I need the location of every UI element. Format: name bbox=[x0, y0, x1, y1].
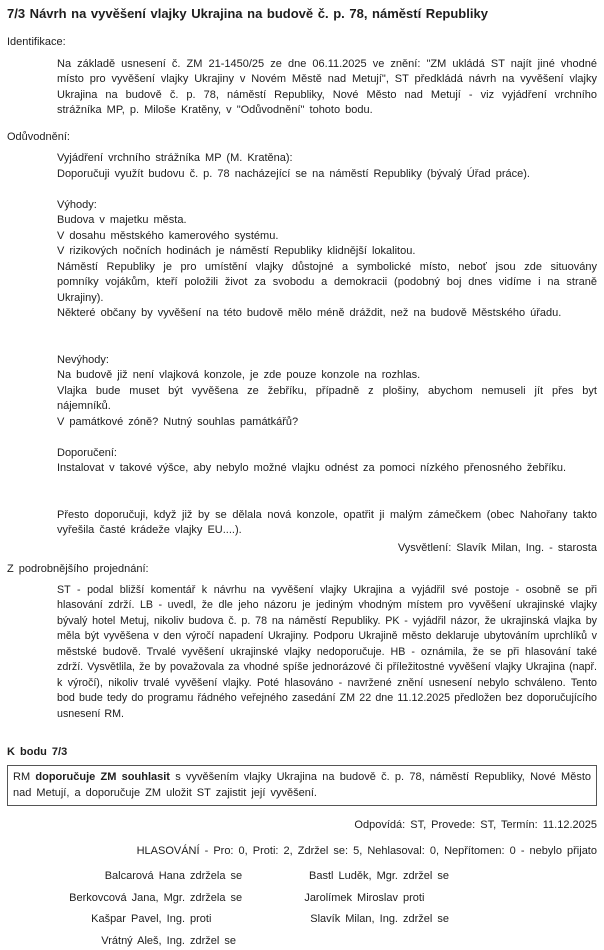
resolution-text-post: s vyvěšením vlajky Ukrajina na budově č. p. 78, náměstí Republiky, Nové Město nad Metují, a doporučuje ZM uložit ST zajistit její vyvěšení. bbox=[13, 771, 591, 799]
vyhody-item: Některé občany by vyvěšení na této budově mělo méně dráždit, než na budově Městského úřadu. bbox=[57, 307, 562, 319]
responsibility-line: Odpovídá: ST, Provede: ST, Termín: 11.12.2025 bbox=[354, 819, 597, 831]
voter-vote: zdržel se bbox=[190, 934, 237, 947]
document-title: 7/3 Návrh na vyvěšení vlajky Ukrajina na budově č. p. 78, náměstí Republiky bbox=[7, 6, 488, 21]
resolution-text-bold: doporučuje ZM souhlasit bbox=[35, 771, 170, 783]
oduvodneni-body bbox=[57, 151, 597, 539]
nevyhody-item: Vlajka bude muset být vyvěšena ze žebříku, případně z plošiny, abychom nemuseli jít přes byt nájemníků. bbox=[57, 384, 597, 412]
voter-name: Berkovcová Jana, Mgr. bbox=[69, 891, 185, 904]
vyhody-item: V dosahu městského kamerového systému. bbox=[57, 229, 279, 242]
presto-paragraph: Přesto doporučuji, když již by se dělala nová konzole, opatřit ji malým zámečkem (obec Nahořany takto vyřešila časté krádeže vlajky EU....). bbox=[57, 508, 597, 536]
voter-vote: zdržela se bbox=[190, 870, 243, 882]
vyjadreni-text: Doporučuji využít budovu č. p. 78 nacházející se na náměstí Republiky (bývalý Úřad práce). bbox=[57, 167, 530, 180]
projednani-paragraph: ST - podal bližší komentář k návrhu na vyvěšení vlajky Ukrajina a vyjádřil své postoje - osobně se při hlasování zdrží. LB - uvedl, že dle jeho názoru je jediným vhodným místem pro vyvěšení ukrajinské vlajky bývalý hotel Metuj, nikoliv budova č. p. 78 na náměstí Republiky. PK - vyjádřil názor, že ukrajinská vlajka by měla být vyvěšena v den výročí napadení Ukrajiny. Podporu Ukrajině město deklaruje ubytováním uprchlíků v městské budově. Trvalé vyvěšení ukrajinské vlajky nedoporučuje. HB - oznámila, že se při hlasování také zdrží. Vysvětlila, že by považovala za vhodné spíše jednorázové či příležitostné vyvěšení vlajky Ukrajina (např. k výročí), nikoliv trvalé vyvěšení vlajky. Poté hlasováno - navržené znění usnesení nebylo schváleno. Tento bod bude tedy do programu řádného veřejného zasedání ZM 22 dne 11.12.2025 předložen bez doporučujícího usnesení RM. bbox=[57, 583, 597, 720]
voter-vote: zdržel se bbox=[403, 870, 450, 882]
vyjadreni-block bbox=[57, 151, 597, 182]
vyhody-label: Výhody: bbox=[57, 198, 97, 211]
voter-name bbox=[301, 931, 398, 950]
doporuceni-text: Instalovat v takové výšce, aby nebylo možné vlajku odnést za pomoci nízkého přenosného žebříku. bbox=[57, 462, 567, 474]
vote-row bbox=[7, 931, 597, 950]
voter-vote bbox=[403, 931, 597, 950]
voter-vote: zdržela se bbox=[190, 891, 243, 904]
voter-name: Slavík Milan, Ing. bbox=[310, 913, 398, 925]
resolution-text-pre: RM bbox=[13, 771, 36, 783]
vysvetleni-line: Vysvětlení: Slavík Milan, Ing. - starosta bbox=[397, 541, 597, 554]
section-label-oduvodneni: Odůvodnění: bbox=[7, 130, 70, 143]
voter-name: Jarolímek Miroslav bbox=[304, 891, 398, 904]
nevyhody-label: Nevýhody: bbox=[57, 353, 109, 366]
voter-name: Vrátný Aleš, Ing. bbox=[101, 934, 185, 947]
vote-row bbox=[7, 909, 597, 931]
voter-name: Bastl Luděk, Mgr. bbox=[309, 870, 398, 882]
doporuceni-label: Doporučení: bbox=[57, 446, 117, 459]
voter-vote: proti bbox=[403, 891, 425, 904]
resolution-box bbox=[7, 765, 597, 806]
section-label-identifikace: Identifikace: bbox=[7, 36, 66, 48]
voter-vote: zdržel se bbox=[403, 913, 450, 925]
nevyhody-item: Na budově již není vlajková konzole, je zde pouze konzole na rozhlas. bbox=[57, 369, 421, 381]
identifikace-paragraph: Na základě usnesení č. ZM 21-1450/25 ze dne 06.11.2025 ve znění: "ZM ukládá ST najít jiné vhodné místo pro vyvěšení vlajky Ukrajiny v Novém Městě nad Metují", ST předkládá návrh na vyvěšení vlajky Ukrajina na budově č. p. 78, náměstí Republiky, Nové Město nad Metují - viz vyjádření vrchního strážníka MP, p. Miloše Kratěny, v "Odůvodnění" tohoto bodu. bbox=[57, 57, 597, 116]
doporuceni-block bbox=[57, 446, 597, 493]
nevyhody-item: V památkové zóně? Nutný souhlas památkářů? bbox=[57, 415, 299, 428]
vyhody-block bbox=[57, 198, 597, 338]
vote-row bbox=[7, 866, 597, 888]
projednani-wrap bbox=[7, 583, 597, 738]
voter-vote: proti bbox=[190, 913, 212, 925]
voter-name: Kašpar Pavel, Ing. bbox=[91, 913, 185, 925]
vyhody-item: Náměstí Republiky je pro umístění vlajky důstojné a symbolické místo, neboť jsou zde situovány pomníky vojákům, kteří položili život za svobodu a demokracii (podobný boj dnes vidíme i na straně Ukrajiny). bbox=[57, 260, 597, 304]
voter-name: Balcarová Hana bbox=[104, 870, 185, 882]
vote-row bbox=[7, 888, 597, 910]
voting-summary-line: HLASOVÁNÍ - Pro: 0, Proti: 2, Zdržel se: 5, Nehlasoval: 0, Nepřítomen: 0 - nebylo přijato bbox=[136, 844, 597, 857]
vyjadreni-heading: Vyjádření vrchního strážníka MP (M. Kratěna): bbox=[57, 152, 293, 164]
vyhody-item: Budova v majetku města. bbox=[57, 214, 187, 226]
vyhody-item: V rizikových nočních hodinách je náměstí Republiky klidnější lokalitou. bbox=[57, 245, 416, 257]
section-label-projednani: Z podrobnějšího projednání: bbox=[7, 563, 149, 575]
k-bodu-heading: K bodu 7/3 bbox=[7, 745, 68, 758]
votes-table bbox=[7, 866, 597, 950]
nevyhody-block bbox=[57, 353, 597, 431]
